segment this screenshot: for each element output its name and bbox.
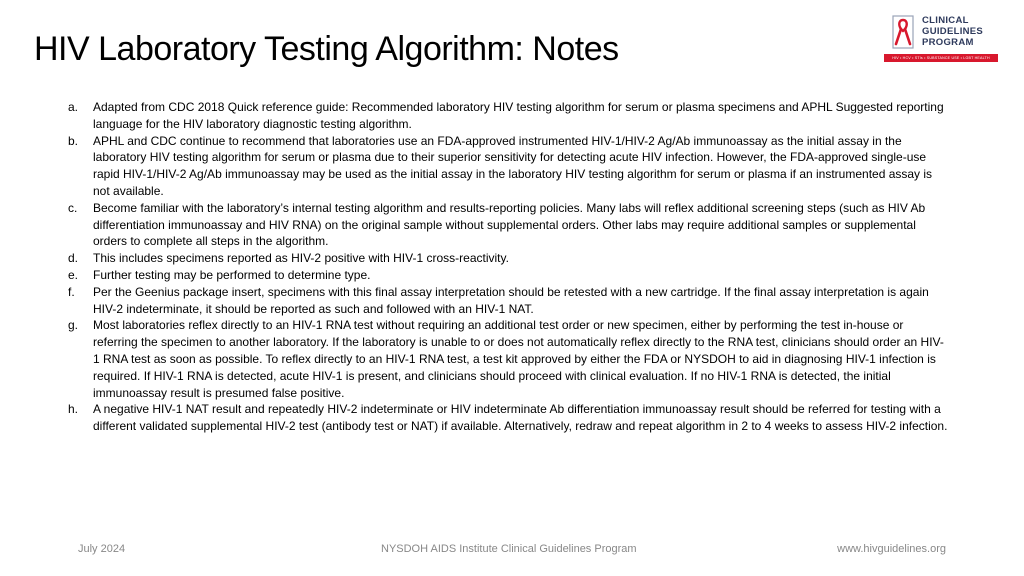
note-marker: g. [68,318,79,333]
note-item [68,133,948,200]
note-text: Become familiar with the laboratory’s internal testing algorithm and results-reporting policies. Many labs will reflex additional screening steps (such as HIV Ab differentiation immunoassay and HIV RNA) on the original sample without supplemental orders. Other labs may require additional samples or supplemental orders to complete all steps in the algorithm. [93,200,926,249]
logo-wordmark [922,15,983,48]
note-text: This includes specimens reported as HIV-2 positive with HIV-1 cross-reactivity. [93,251,509,266]
note-text: Adapted from CDC 2018 Quick reference guide: Recommended laboratory HIV testing algorithm for serum or plasma specimens and APHL Suggested reporting language for the HIV laboratory diagnostic testing algorithm. [93,100,944,131]
note-item [68,267,948,284]
logo-line-1: CLINICAL [922,15,969,26]
note-text: APHL and CDC continue to recommend that laboratories use an FDA-approved instrumented HIV-1/HIV-2 Ag/Ab immunoassay as the initial assay in the laboratory HIV testing algorithm for serum or plasma due to their superior sensitivity for detecting acute HIV infection. However, the FDA-approved single-use rapid HIV-1/HIV-2 Ag/Ab immunoassay may be used as the initial assay in the laboratory HIV testing algorithm for serum or plasma if an instrumented assay is not available. [93,133,933,198]
note-item [68,401,948,435]
note-text: A negative HIV-1 NAT result and repeatedly HIV-2 indeterminate or HIV indeterminate Ab differentiation immunoassay result should be referred for testing with a different validated supplemental HIV-2 test (antibody test or NAT) if available. Alternatively, redraw and repeat algorithm in 2 to 4 weeks to assess HIV-2 infection. [93,402,948,434]
note-marker: f. [68,284,75,299]
note-text: Further testing may be performed to determine type. [93,267,371,282]
note-marker: b. [68,133,79,148]
note-marker: d. [68,251,79,266]
logo-line-3: PROGRAM [922,37,974,48]
logo-line-2: GUIDELINES [922,26,984,37]
logo-tagline: HIV • HCV • STIs • SUBSTANCE USE • LGBT HEALTH [884,54,998,62]
slide-title: HIV Laboratory Testing Algorithm: Notes [34,30,619,68]
note-marker: h. [68,402,79,417]
note-item [68,317,948,401]
footer-date: July 2024 [78,543,126,555]
note-text: Per the Geenius package insert, specimens with this final assay interpretation should be retested with a new cartridge. If the final assay interpretation is again HIV-2 indeterminate, it should be reported as such and followed with an HIV-1 NAT. [93,284,929,316]
note-item [68,99,948,133]
note-marker: a. [68,100,79,114]
clinical-guidelines-logo [884,12,1002,64]
notes-list [68,99,948,435]
note-item [68,200,948,250]
note-item [68,250,948,267]
note-marker: c. [68,200,78,215]
footer-website-link[interactable]: www.hivguidelines.org [837,543,946,555]
note-text: Most laboratories reflex directly to an HIV-1 RNA test without requiring an additional test order or new specimen, either by performing the test in-house or referring the specimen to another laboratory. If the laboratory is unable to or does not automatically reflex directly to the RNA test, clinicians should order an HIV-1 RNA test as soon as possible. To reflex directly to an HIV-1 RNA test, a test kit approved by either the FDA or NYSDOH to aid in diagnosing HIV-1 infection is required. If HIV-1 RNA is detected, acute HIV-1 is present, and clinicians should proceed with clinical evaluation. If no HIV-1 RNA is detected, the initial immunoassay result is presumed false positive. [93,318,944,400]
note-marker: e. [68,267,79,282]
note-item [68,284,948,318]
red-ribbon-icon [892,15,914,49]
footer-organization: NYSDOH AIDS Institute Clinical Guidelines Program [381,543,637,555]
